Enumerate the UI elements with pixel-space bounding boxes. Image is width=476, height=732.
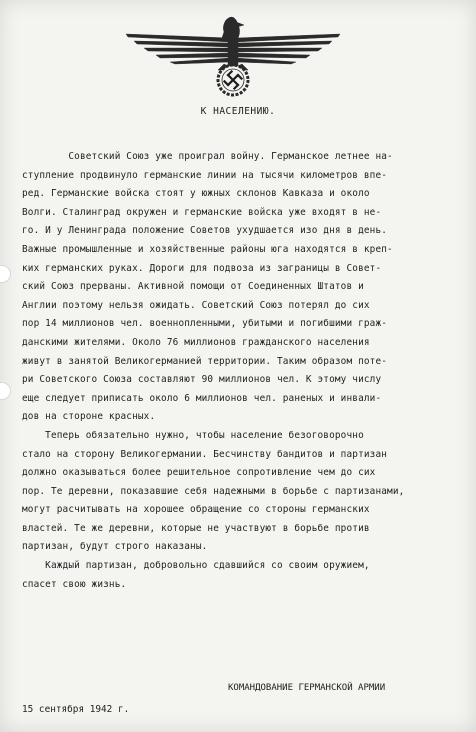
paragraph — [22, 557, 452, 594]
eagle-swastika-emblem-icon — [118, 8, 348, 100]
text-line: стало на сторону Великогермании. Бесчинству бандитов и партизан — [22, 448, 388, 460]
text-line: еще следует приписать около 6 миллионов чел. раненых и инвали- — [22, 392, 382, 404]
text-line: ский Союз прерваны. Активной помощи от Соединенных Штатов и — [22, 281, 364, 293]
paragraph — [22, 427, 452, 557]
text-line: ступление продвинуло германские линии на тысячи километров впе- — [22, 169, 388, 181]
signature-line: КОМАНДОВАНИЕ ГЕРМАНСКОЙ АРМИИ — [228, 683, 386, 693]
text-line: пор. Те деревни, показавшие себя надежными в борьбе с партизанами, — [22, 485, 405, 497]
document-date: 15 сентября 1942 г. — [22, 704, 130, 715]
text-line: должно оказываться более решительное сопротивление чем до сих — [22, 467, 376, 479]
punch-hole-icon — [0, 265, 11, 283]
text-line: живут в занятой Великогерманией территории. Таким образом поте- — [22, 355, 388, 367]
text-line: могут расчитывать на хорошее обращение со стороны германских — [22, 504, 370, 516]
text-line: Каждый партизан, добровольно сдавшийся со своим оружием, — [22, 560, 370, 572]
text-line: Англии поэтому нельзя ожидать. Советский Союз потерял до сих — [22, 299, 370, 311]
text-line: пор 14 миллионов чел. военнопленными, убитыми и погибшими граж- — [22, 318, 388, 330]
text-line: ри Советского Союза составляют 90 миллионов чел. К этому числу — [22, 374, 382, 386]
document-body — [22, 148, 452, 594]
text-line: спасет свою жизнь. — [22, 578, 127, 590]
text-line: Советский Союз уже проиграл войну. Германское летнее на- — [22, 151, 393, 162]
text-line: го. И у Ленинграда положение Советов ухудшается изо дня в день. — [22, 225, 388, 237]
text-line: Важные промышленные и хозяйственные районы юга находятся в креп- — [22, 243, 393, 255]
text-line: властей. Те же деревни, которые не участвуют в борьбе против — [22, 522, 370, 534]
text-line: ких германских руках. Дороги для подвоза из заграницы в Совет- — [22, 262, 382, 274]
text-line: ред. Германские войска стоят у южных склонов Кавказа и около — [22, 188, 370, 200]
text-line: дов на стороне красных. — [22, 411, 156, 423]
text-line: Теперь обязательно нужно, чтобы население безоговорочно — [22, 429, 364, 441]
paragraph — [22, 148, 452, 427]
text-line: данскими жителями. Около 76 миллионов гражданского населения — [22, 336, 370, 348]
text-line: партизан, будут строго наказаны. — [22, 541, 208, 553]
text-line: Волги. Сталинград окружен и германские войска уже входят в не- — [22, 206, 382, 218]
document-heading: К НАСЕЛЕНИЮ. — [200, 106, 276, 117]
punch-hole-icon — [0, 382, 11, 400]
